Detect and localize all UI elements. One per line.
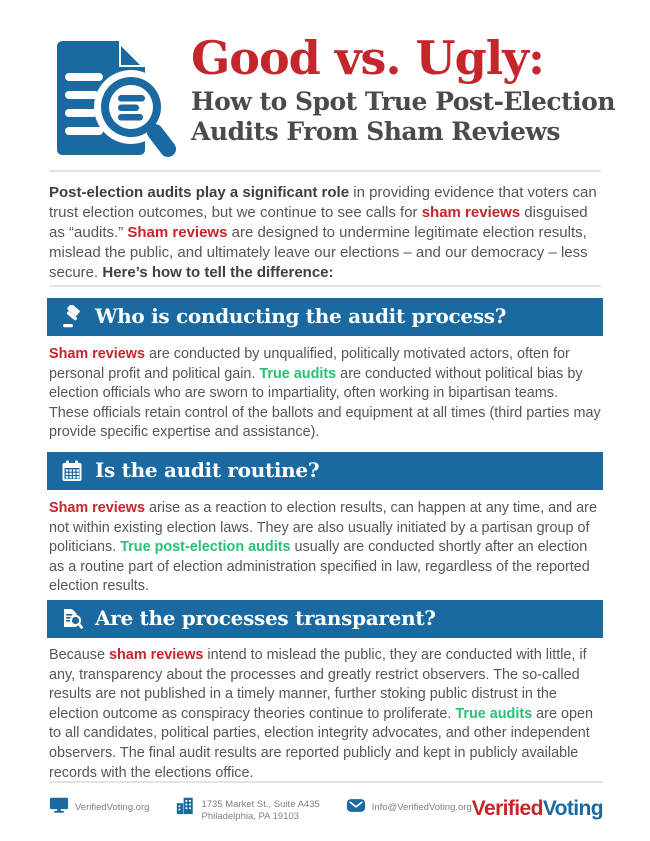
document-search-icon	[60, 607, 84, 631]
footer	[49, 781, 603, 822]
section-heading-text: Is the audit routine?	[95, 457, 320, 482]
section-heading-text: Who is conducting the audit process?	[95, 304, 507, 328]
intro-paragraph: Post-election audits play a significant role in providing evidence that voters can trust election outcomes, but we continue to see calls for sham reviews disguised as “audits.” Sham reviews are designed to undermine legitimate election results, mislead the public, and ultimately leave our elections – and our democracy – less secure. Here’s how to tell the difference:	[49, 184, 597, 281]
address-text	[201, 799, 319, 822]
gavel-icon	[60, 305, 84, 329]
calendar-icon	[60, 459, 84, 483]
footer-email	[346, 795, 472, 815]
section-paragraph-routine: Sham reviews arise as a reaction to election results, can happen at any time, and are not within existing election laws. They are also usually initiated by a partisan group of politicians. True post-election audits usually are conducted shortly after an election as a routine part of election administration specified in law, regardless of the reported election results.	[49, 499, 597, 595]
envelope-icon	[346, 795, 366, 815]
divider-intro-bottom	[49, 285, 601, 287]
address-line-1: 1735 Market St., Suite A435	[201, 799, 320, 810]
document-magnifier-icon	[45, 33, 177, 165]
page-title: Good vs. Ugly:	[191, 31, 544, 85]
logo-verified: Verified	[471, 797, 543, 820]
page-subtitle	[191, 87, 615, 147]
section-paragraph-conducting: Sham reviews are conducted by unqualified, politically motivated actors, often for personal profit and political gain. True audits are conducted without political bias by election officials who are sworn to impartiality, often working in bipartisan teams. These officials retain control of the ballots and equipment at all times (third parties may provide specific expertise and assistance).	[49, 346, 601, 441]
email-text[interactable]: Info@VerifiedVoting.org	[371, 802, 472, 813]
section-header-routine	[47, 452, 603, 490]
title-block	[191, 31, 616, 147]
verified-voting-logo	[472, 797, 603, 821]
building-icon	[175, 795, 195, 815]
section-header-transparent	[47, 600, 603, 638]
section-heading-text: Are the processes transparent?	[95, 605, 436, 630]
section-paragraph-transparent: Because sham reviews intend to mislead the public, they are conducted with little, if any, transparency about the processes and greatly restrict observers. The so-called results are not published in a timely manner, further stoking public distrust in the election outcome as conspiracy theories continue to proliferate. True audits are open to all candidates, political parties, election integrity advocates, and other independent observers. The final audit results are reported publicly and kept in publicly available records with the elections office.	[49, 646, 593, 781]
divider-top	[49, 170, 601, 172]
website-text[interactable]: VerifiedVoting.org	[75, 802, 150, 813]
section-header-conducting	[47, 298, 603, 336]
header	[45, 33, 650, 165]
footer-website	[49, 795, 149, 815]
logo-voting: Voting	[542, 797, 603, 820]
subtitle-line-1: How to Spot True Post-Election	[191, 86, 616, 116]
monitor-icon	[49, 795, 69, 815]
subtitle-line-2: Audits From Sham Reviews	[191, 116, 560, 146]
footer-address	[175, 795, 319, 822]
address-line-2: Philadelphia, PA 19103	[201, 810, 300, 822]
